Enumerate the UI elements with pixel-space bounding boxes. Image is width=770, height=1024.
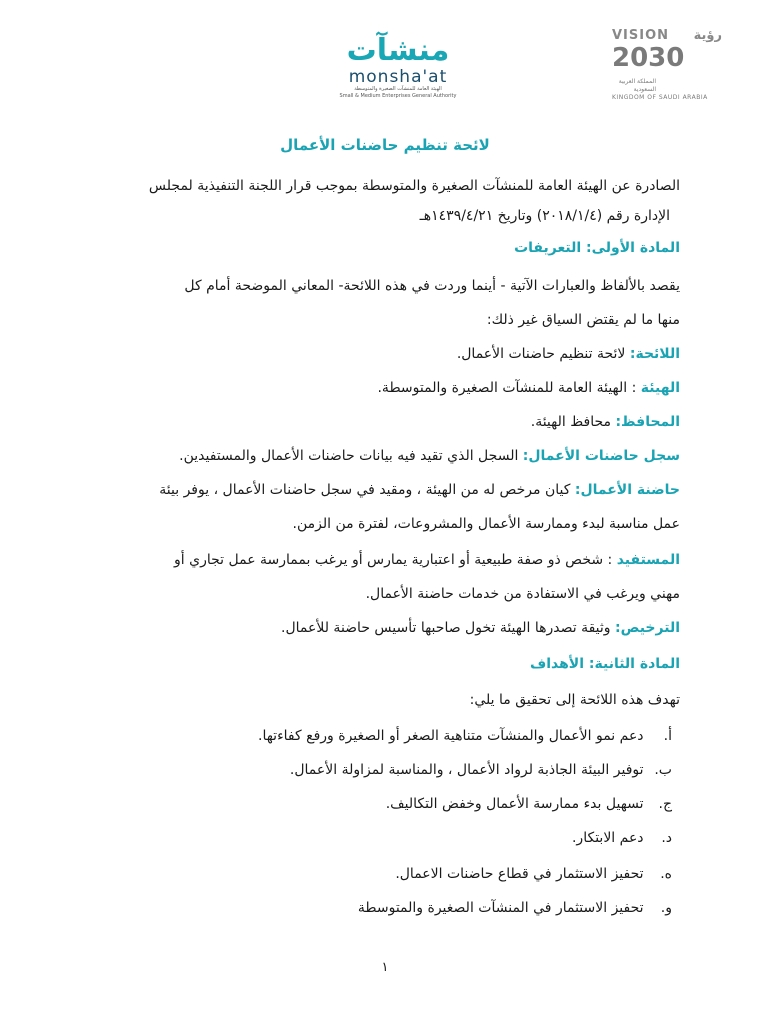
goal-item — [258, 726, 672, 746]
definition-business-incubator — [159, 480, 680, 500]
goal-label: ج. — [658, 796, 672, 812]
goal-text: تسهيل بدء ممارسة الأعمال وخفض التكاليف. — [385, 796, 644, 812]
article-2-intro: تهدف هذه اللائحة إلى تحقيق ما يلي: — [469, 692, 680, 708]
goal-label: أ. — [663, 728, 672, 744]
definition-term: المستفيد — [616, 552, 680, 568]
definition-term: اللائحة: — [629, 346, 680, 362]
vision-logo-kingdom-ar: المملكة العربية السعودية — [618, 78, 656, 93]
vision-logo-ar: رؤية — [693, 28, 722, 43]
vision-2030-logo — [612, 28, 722, 100]
goal-text: تحفيز الاستثمار في المنشآت الصغيرة والمتوسطة — [357, 900, 644, 916]
goal-text: دعم الابتكار. — [571, 830, 644, 846]
definition-term: حاضنة الأعمال: — [574, 482, 680, 498]
vision-logo-kingdom-en: KINGDOM OF SAUDI ARABIA — [612, 94, 708, 101]
monshaat-logo-subtitle-ar: الهيئة العامة للمنشآت الصغيرة والمتوسطة — [354, 86, 442, 92]
definition-governor — [531, 412, 680, 432]
monshaat-logo-subtitle-en: Small & Medium Enterprises General Authority — [339, 93, 457, 99]
definition-text: السجل الذي تقيد فيه بيانات حاضنات الأعمال والمستفيدين. — [179, 448, 523, 464]
definition-term: الترخيص: — [615, 620, 680, 636]
goal-item — [572, 828, 672, 848]
definition-business-incubator-line-2: عمل مناسبة لبدء وممارسة الأعمال والمشروعات، لفترة من الزمن. — [292, 516, 680, 532]
definition-term: الهيئة — [640, 380, 680, 396]
page-number: ١ — [381, 960, 389, 975]
goal-label: ه. — [660, 866, 672, 882]
definition-license — [281, 618, 680, 638]
definition-authority — [377, 378, 680, 398]
definition-beneficiary-line-2: مهني ويرغب في الاستفادة من خدمات حاضنة الأعمال. — [365, 586, 680, 602]
definition-text: : شخص ذو صفة طبيعية أو اعتبارية يمارس أو يرغب بممارسة عمل تجاري أو — [174, 552, 617, 568]
definition-text: لائحة تنظيم حاضنات الأعمال. — [456, 346, 630, 362]
vision-logo-year: 2030 — [612, 43, 685, 73]
goal-item — [386, 794, 672, 814]
monshaat-logo-english: monsha'at — [348, 67, 448, 87]
definition-term: المحافظ: — [615, 414, 680, 430]
goal-item — [290, 760, 672, 780]
definition-term: سجل حاضنات الأعمال: — [522, 448, 680, 464]
definition-text: محافظ الهيئة. — [530, 414, 616, 430]
monshaat-logo — [338, 34, 458, 102]
definition-text: : الهيئة العامة للمنشآت الصغيرة والمتوسطة. — [377, 380, 641, 396]
goal-label: و. — [660, 900, 672, 916]
goal-text: توفير البيئة الجاذبة لرواد الأعمال ، والمناسبة لمزاولة الأعمال. — [289, 762, 644, 778]
definition-beneficiary — [174, 550, 680, 570]
article-2-heading: المادة الثانية: الأهداف — [529, 656, 680, 672]
goal-label: ب. — [654, 762, 672, 778]
definition-regulation — [457, 344, 680, 364]
goal-text: دعم نمو الأعمال والمنشآت متناهية الصغر أو الصغيرة ورفع كفاءتها. — [258, 728, 644, 744]
article-1-heading: المادة الأولى: التعريفات — [514, 240, 680, 256]
intro-line-2: الإدارة رقم (٢٠١٨/١/٤) وتاريخ ١٤٣٩/٤/٢١هـ — [419, 208, 670, 224]
vision-logo-top — [612, 28, 722, 44]
goal-text: تحفيز الاستثمار في قطاع حاضنات الاعمال. — [395, 866, 644, 882]
vision-logo-en: VISION — [612, 28, 670, 43]
document-title: لائحة تنظيم حاضنات الأعمال — [280, 136, 490, 154]
definition-text: وثيقة تصدرها الهيئة تخول صاحبها تأسيس حاضنة للأعمال. — [281, 620, 616, 636]
goal-item — [358, 898, 672, 918]
article-1-line-2: منها ما لم يقتض السياق غير ذلك: — [486, 312, 680, 328]
goal-label: د. — [661, 830, 672, 846]
definition-incubator-register — [179, 446, 680, 466]
article-1-line-1: يقصد بالألفاظ والعبارات الآتية - أينما وردت في هذه اللائحة- المعاني الموضحة أمام كل — [184, 278, 680, 294]
goal-item — [395, 864, 672, 884]
monshaat-logo-arabic: منشآت — [346, 33, 450, 68]
intro-line-1: الصادرة عن الهيئة العامة للمنشآت الصغيرة والمتوسطة بموجب قرار اللجنة التنفيذية لمجلس — [148, 178, 680, 194]
definition-text: كيان مرخص له من الهيئة ، ومقيد في سجل حاضنات الأعمال ، يوفر بيئة — [159, 482, 575, 498]
